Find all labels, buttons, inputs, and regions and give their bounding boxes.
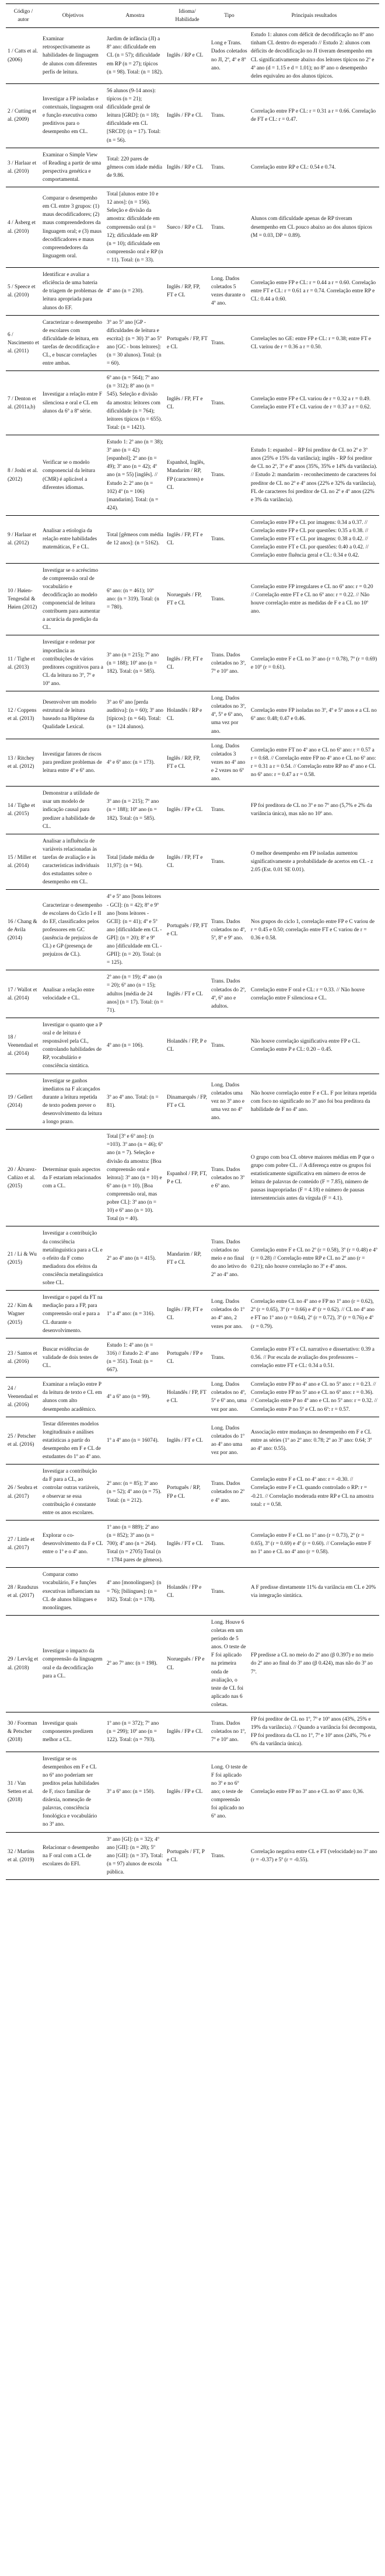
cell-sample: 1º a 4º ano: (n = 316). — [105, 1291, 165, 1338]
table-row — [6, 148, 379, 187]
cell-language-skill: Espanhol, Inglês, Mandarim / RP, FP (caracteres) e CL — [165, 435, 209, 516]
cell-main-results: Não houve correlação significativa entre FP e CL. Correlação entre P e CL: 0.20 – 0.45. — [249, 1018, 379, 1074]
cell-objective: Caracterizar o desempenho de escolares do Ciclo I e II do EF, classificados pelos professores em GC (ausência de prejuízos de CL) e GP (presença de prejuízos de CL). — [41, 890, 105, 970]
cell-language-skill: Português / FP e CL — [165, 1338, 209, 1377]
table-row — [6, 1520, 379, 1568]
cell-sample: Jardim de infância (JI) a 8º ano: dificuldade em CL (n = 57); dificuldade em RP (n = 27); típicos (n = 98). Total: (n = 182). — [105, 28, 165, 84]
cell-sample: Total [3º e 6º ano]: (n =103). 3º ano (n = 46); 6º ano (n = 7). Seleção e divisão da amostra: [Boa compreensão oral e leitora]: 3º ano (n = 10) e 6º ano (n = 10). [Boa compreensão oral, mas pobre CL]: 3º ano (n = 10) e 6º ano (n = 10). Total (n = 40). — [105, 1130, 165, 1226]
table-row — [6, 1464, 379, 1521]
cell-code-author: 9 / Harlaar et al. (2012) — [6, 516, 41, 564]
cell-objective: Analisar a etiologia da relação entre habilidades matemáticas, F e CL. — [41, 516, 105, 564]
cell-objective: Investigar fatores de riscos para predizer problemas de leitura entre 4º e 6º ano. — [41, 739, 105, 787]
cell-main-results: Correlação entre F e CL no 2º (r = 0.58), 3º (r = 0.48) e 4º (r = 0.28) // Correlação entre RP e CL no 2º ano (r = 0.21); não houve correlação no 3º e 4º anos. — [249, 1226, 379, 1291]
cell-study-type: Long e Trans. Dados coletados no JI, 2º, 4º e 8º ano. — [209, 28, 249, 84]
table-row — [6, 1752, 379, 1832]
cell-sample: Total [gêmeos com média de 12 anos]: (n = 5162). — [105, 516, 165, 564]
cell-main-results: Correlação entre FP no 3º ano e CL no 6º ano: 0,36. — [249, 1752, 379, 1832]
cell-code-author: 30 / Foorman & Petscher (2018) — [6, 1712, 41, 1752]
cell-code-author: 1 / Catts et al. (2006) — [6, 28, 41, 84]
cell-sample: 4º e 5º ano [bons leitores - GCI]: (n = 42); 8º e 9º ano [bons leitores - GCII]: (n = 41); 4º e 5º ano [dificuldade em CL - GPI]: (n = 20); 8º e 9º ano [dificuldade em CL - GPII]: (n = 20). Total: (n = 125). — [105, 890, 165, 970]
table-row — [6, 635, 379, 691]
table-row — [6, 83, 379, 148]
cell-code-author: 15 / Miller et al. (2014) — [6, 834, 41, 890]
cell-objective: Investigar a FP isoladas e contextuais, linguagem oral e função executiva como preditivos para o desempenho em CL. — [41, 83, 105, 148]
cell-language-skill: Inglês / FP e CL — [165, 1712, 209, 1752]
cell-study-type: Trans. Dados coletados no 3º, 7º e 10º ano. — [209, 635, 249, 691]
cell-main-results: Correlação entre FP e CL variou de r = 0.32 a r = 0.49. Correlação entre FT e CL variou de r = 0.37 a r = 0.62. — [249, 371, 379, 435]
header-sample: Amostra — [105, 4, 165, 28]
cell-main-results: Estudo 1: espanhol – RP foi preditor de CL no 2º e 3º anos (25% e 15% da variância); inglês - RP foi preditor de CL no 2º, 3º e 4º anos (35%, 35% e 14% da variância). // Estudo 2: mandarim - reconhecimento de caracteres foi preditor de CL no 2º e 4º anos (22% e 32% da variância), FL de caracteres foi preditor de CL no 2º e 4º anos (22% e 3% da variância). — [249, 435, 379, 516]
cell-objective: Investigar a contribuição da F para a CL, ao controlar outras variáveis, e observar se essa contribuição é constante entre os anos escolares. — [41, 1464, 105, 1521]
cell-language-skill: Dinamarquês / FP, FT e CL — [165, 1074, 209, 1130]
table-row — [6, 1568, 379, 1616]
cell-code-author: 5 / Speece et al. (2010) — [6, 268, 41, 316]
cell-objective: Investigar o quanto que a P oral e de leitura é responsável pela CL, controlando habilidades de RP, vocabulário e consciência sintática. — [41, 1018, 105, 1074]
cell-main-results: Correlação entre FP e CL: r = 0.31 a r = 0.66. Correlação de FT e CL: r = 0.47. — [249, 83, 379, 148]
cell-objective: Desenvolver um modelo estrutural de leitura baseado na Hipótese da Qualidade Lexical. — [41, 691, 105, 739]
cell-sample: 2º ao 7º ano: (n = 198). — [105, 1615, 165, 1712]
cell-objective: Buscar evidências de validade de dois testes de CL. — [41, 1338, 105, 1377]
cell-language-skill: Português / FP, FT e CL — [165, 315, 209, 371]
cell-sample: 4º ano (n = 106). — [105, 1018, 165, 1074]
cell-sample: Estudo 1: 2º ano (n = 38); 3º ano (n = 42) [espanhol]; 2º ano (n = 49); 3º ano (n = 42); 4º ano (n = 55) [inglês]. // Estudo 2: 2º ano (n = 102) 4º (n = 106) [mandarim]. Total: (n = 424). — [105, 435, 165, 516]
cell-objective: Investigar se os desempenhos em F e CL no 6º ano poderiam ser preditos pelas habilidades de F, risco familiar de dislexia, nomeação de palavras, consciência fonológica e vocabulário no 3º ano. — [41, 1752, 105, 1832]
cell-sample: 4º ano (n = 230). — [105, 268, 165, 316]
cell-language-skill: Mandarim / RP, FT e CL — [165, 1226, 209, 1291]
cell-code-author: 31 / Van Setten et al. (2018) — [6, 1752, 41, 1832]
cell-language-skill: Holandês / FP, P e CL — [165, 1018, 209, 1074]
cell-code-author: 11 / Tighe et al. (2013) — [6, 635, 41, 691]
cell-language-skill: Inglês / RP, FP, FT e CL — [165, 739, 209, 787]
cell-code-author: 24 / Veenendaal et al. (2016) — [6, 1378, 41, 1417]
cell-language-skill: Inglês / FP e CL — [165, 83, 209, 148]
table-row — [6, 1378, 379, 1417]
cell-study-type: Trans. — [209, 1520, 249, 1568]
cell-study-type: Trans. — [209, 563, 249, 635]
cell-sample: Total [alunos entre 10 e 12 anos]: (n = 156). Seleção e divisão da amostra: dificuldade em compreensão oral (n = 12); dificuldade em RP (n = 10); dificuldade em compreensão oral e RP (n = 11). Total: (n = 33). — [105, 187, 165, 268]
cell-objective: Investigar se o acréscimo de compreensão oral de vocabulário e decodificação ao modelo componencial de leitura contribuem para aumentar a acurácia da predição da CL. — [41, 563, 105, 635]
cell-objective: Explorar o co-desenvolvimento da F e CL entre o 1º e o 4º ano. — [41, 1520, 105, 1568]
cell-main-results: Correlação entre FP no 4º ano e CL no 5º ano: r = 0.23. // Correlação entre FP no 5º ano e CL no 6º ano: r = 0.36). // Correlação entre P no 4º ano e CL no 5º ano: r = 0.32. // Correlação entre P no 5º e CL no 6º: r = 0.57. — [249, 1378, 379, 1417]
cell-study-type: Trans. — [209, 435, 249, 516]
table-row — [6, 1338, 379, 1377]
cell-code-author: 26 / Seabra et al. (2017) — [6, 1464, 41, 1521]
cell-objective: Investigar se ganhos imediatos na F alcançados durante a leitura repetida de texto podem prever o desenvolvimento da leitura a longo prazo. — [41, 1074, 105, 1130]
cell-study-type: Long. Dados coletados 3 vezes no 4º ano e 2 vezes no 6º ano. — [209, 739, 249, 787]
cell-code-author: 25 / Petscher et al. (2016) — [6, 1417, 41, 1464]
cell-language-skill: Português / FP, FT e CL — [165, 890, 209, 970]
cell-study-type: Trans. Dados coletados do 2º, 4º, 6º ano e adultos. — [209, 970, 249, 1018]
cell-study-type: Trans. — [209, 148, 249, 187]
table-row — [6, 1018, 379, 1074]
cell-objective: Investigar quais componentes predizem melhor a CL. — [41, 1712, 105, 1752]
cell-objective: Investigar a relação entre F silenciosa e oral e CL em alunos da 6º a 8ª série. — [41, 371, 105, 435]
cell-study-type: Trans. — [209, 1018, 249, 1074]
table-row — [6, 1417, 379, 1464]
cell-main-results: Estudo 1: alunos com déficit de decodificação no 8º ano tinham CL dentro do esperado // Estudo 2: alunos com déficits de decodificação no JI tiveram desempenho em CL significativamente abaixo dos leitores típicos no 2º e 4º ano (d = 1.15 e d = 1.01); no 8º ano o desempenho deles equivaleu ao dos alunos típicos. — [249, 28, 379, 84]
cell-code-author: 2 / Cutting et al. (2009) — [6, 83, 41, 148]
cell-sample: 3º ano [GI]: (n = 32); 4º ano [GII]: (n = 28); 5º ano [GII]: (n = 37). Total: (n = 97) alunos de escola pública. — [105, 1832, 165, 1880]
cell-code-author: 29 / Lervåg et al. (2018) — [6, 1615, 41, 1712]
cell-objective: Comparar como vocabulário, F e funções executivas influenciam na CL de alunos bilíngues e monolíngues. — [41, 1568, 105, 1616]
cell-sample: 1º ano (n = 889); 2ª ano (n = 852); 3º ano (n = 700); 4º ano (n = 264). Total (n = 2705) Total (n = 1784 pares de gêmeos). — [105, 1520, 165, 1568]
cell-study-type: Trans. — [209, 187, 249, 268]
cell-study-type: Trans. — [209, 834, 249, 890]
cell-language-skill: Inglês / FP, FT e CL — [165, 834, 209, 890]
cell-main-results: O melhor desempenho em FP isoladas aumentou significativamente a probabilidade de acertos em CL - z 2.05 (Est. 0.01 SE 0.01). — [249, 834, 379, 890]
table-row — [6, 28, 379, 84]
cell-study-type: Long. Dados coletados uma vez no 3º ano e uma vez no 4º ano. — [209, 1074, 249, 1130]
cell-objective: Analisar a relação entre velocidade e CL. — [41, 970, 105, 1018]
cell-study-type: Trans. — [209, 516, 249, 564]
cell-language-skill: Português / FT, P e CL — [165, 1832, 209, 1880]
header-type: Tipo — [209, 4, 249, 28]
cell-code-author: 32 / Martins et al. (2019) — [6, 1832, 41, 1880]
table-row — [6, 1615, 379, 1712]
cell-main-results: Correlação entre RP e CL: 0.54 e 0.74. — [249, 148, 379, 187]
cell-sample: 3º ao 4º ano. Total: (n = 81). — [105, 1074, 165, 1130]
cell-study-type: Long. Dados coletados do 1º ao 4º ano, 2 vezes por ano. — [209, 1291, 249, 1338]
header-objectives: Objetivos — [41, 4, 105, 28]
cell-code-author: 10 / Høien-Tengesdal & Høien (2012) — [6, 563, 41, 635]
table-row — [6, 1832, 379, 1880]
cell-study-type: Trans. — [209, 787, 249, 834]
cell-sample: 6º ano: (n = 461); 10º ano: (n = 319). Total: (n = 780). — [105, 563, 165, 635]
cell-main-results: Correlação entre F e CL no 1º ano (r = 0.73), 2º (r = 0.65), 3º (r = 0.69) e 4º (r = 0.60). // Correlação entre F no 1º ano e CL no 4º ano (r = 0.58). — [249, 1520, 379, 1568]
cell-objective: Caracterizar o desempenho de escolares com dificuldade de leitura, em tarefas de decodificação e CL, e buscar correlações entre ambas. — [41, 315, 105, 371]
cell-code-author: 13 / Ritchey et al. (2012) — [6, 739, 41, 787]
cell-study-type: Trans. — [209, 1568, 249, 1616]
cell-study-type: Trans. — [209, 1338, 249, 1377]
table-row — [6, 787, 379, 834]
cell-main-results: A F predisse diretamente 11% da variância em CL e 20% via integração sintática. — [249, 1568, 379, 1616]
cell-main-results: Alunos com dificuldade apenas de RP tiveram desempenho em CL pouco abaixo ao dos alunos típicos (M = 0.03, DP = 0.89). — [249, 187, 379, 268]
cell-language-skill: Holandês / FP e CL — [165, 1568, 209, 1616]
cell-main-results: Correlação entre FP e CL: r = 0.44 a r = 0.60. Correlação entre FT e CL: r = 0.61 a r = 0.74. Correlação entre RP e CL: 0.44 a 0.60. — [249, 268, 379, 316]
cell-code-author: 17 / Wallot et al. (2014) — [6, 970, 41, 1018]
cell-sample: 3º ano (n = 215); 7º ano (n = 188); 10º ano (n = 182). Total: (n = 585). — [105, 635, 165, 691]
cell-sample: 1º ano (n = 372); 7º ano (n = 299); 10º ano (n = 122). Total: (n = 793). — [105, 1712, 165, 1752]
cell-main-results: FP predisse a CL no meio do 2º ano (β 0.397) e no meio do 2º ano ao final do 3º ano (β 0.424), mas não do 3º ao 7º. — [249, 1615, 379, 1712]
cell-main-results: Correlação entre FP isoladas no 3º, 4º e 5º anos e a CL no 6º ano: 0.48; 0.47 e 0.46. — [249, 691, 379, 739]
cell-code-author: 7 / Denton et al. (2011a,b) — [6, 371, 41, 435]
cell-sample: 6º ano (n = 564); 7º ano (n = 312); 8º ano (n = 545). Seleção e divisão da amostra: leitores com dificuldade (n = 764); leitores típicos (n = 655). Total: (n = 1421). — [105, 371, 165, 435]
cell-study-type: Long. Dados coletados no 4º, 5º e 6º ano, uma vez por ano. — [209, 1378, 249, 1417]
cell-sample: Total: 220 pares de gêmeos com idade média de 9.86. — [105, 148, 165, 187]
cell-objective: Investigar e ordenar por importância as contribuições de vários preditores cognitivos para a CL da leitura no 3º, 7º e 10º ano. — [41, 635, 105, 691]
cell-objective: Examinar o Simple View of Reading a partir de uma perspectiva genética e comportamental. — [41, 148, 105, 187]
cell-study-type: Trans. — [209, 83, 249, 148]
cell-sample: 3º ao 5º ano [GP - dificuldades de leitura e escrita]: (n = 30) 3º ao 5º ano [GC - bons leitores]: (n = 30 alunos). Total: (n = 60). — [105, 315, 165, 371]
cell-study-type: Trans. — [209, 371, 249, 435]
cell-language-skill: Inglês / FT e CL — [165, 1520, 209, 1568]
cell-code-author: 20 / Álvarez-Cañizo et al. (2015) — [6, 1130, 41, 1226]
cell-sample: 3º ano (n = 215); 7º ano (n = 188); 10º ano (n = 182). Total: (n = 585). — [105, 787, 165, 834]
cell-language-skill: Holandês / RP e CL — [165, 691, 209, 739]
table-header — [6, 4, 379, 28]
cell-code-author: 19 / Gellert (2014) — [6, 1074, 41, 1130]
cell-objective: Testar diferentes modelos longitudinais e análises estatísticas a partir do desempenho em F e CL de estudantes do 1º ao 4º ano. — [41, 1417, 105, 1464]
cell-main-results: Correlação entre F oral e CL: r = 0.33. // Não houve correlação entre F silenciosa e CL. — [249, 970, 379, 1018]
cell-sample: 4º ano [monolíngues]: (n = 76); [bilíngues]: (n = 102). Total: (n = 178). — [105, 1568, 165, 1616]
table-row — [6, 1130, 379, 1226]
literature-review-table — [6, 4, 379, 1880]
table-row — [6, 970, 379, 1018]
cell-main-results: FP foi preditor de CL no 1º, 7º e 10º anos (43%, 25% e 19% da variância). // Quando a variância foi decomposta, FP foi preditora da CL no 1º, 7º e 10º anos (24%, 7% e 6% da variância única). — [249, 1712, 379, 1752]
table-row — [6, 834, 379, 890]
cell-main-results: Nos grupos do ciclo 1, correlação entre FP e C variou de r = 0.45 e 0.50; correlação entre FT e C variou de r = 0.36 e 0.58. — [249, 890, 379, 970]
cell-sample: 3º ao 6º ano [perda auditiva]: (n = 60); 3º ano [típicos]: (n = 64). Total: (n = 124 alunos). — [105, 691, 165, 739]
cell-language-skill: Inglês / FP e CL — [165, 1752, 209, 1832]
cell-language-skill: Inglês / RP, FP, FT e CL — [165, 268, 209, 316]
cell-study-type: Long. Dados coletados do 1º ao 4º ano uma vez por ano. — [209, 1417, 249, 1464]
cell-sample: 3º a 6º ano: (n = 150). — [105, 1752, 165, 1832]
cell-sample: 4º a 6º ano (n = 99). — [105, 1378, 165, 1417]
table-row — [6, 563, 379, 635]
cell-objective: Analisar a influência de variáveis relacionadas às tarefas de avaliação e às características individuais dos estudantes sobre o desempenho em CL. — [41, 834, 105, 890]
cell-sample: 1º a 4º ano (n = 16074). — [105, 1417, 165, 1464]
cell-sample: 2º ao 4º ano (n = 415). — [105, 1226, 165, 1291]
cell-study-type: Trans. — [209, 1832, 249, 1880]
cell-language-skill: Inglês / FP, FT e CL — [165, 635, 209, 691]
table-row — [6, 1074, 379, 1130]
cell-language-skill: Norueguês / FP e CL — [165, 1615, 209, 1712]
cell-sample: Total [idade média de 11,97]: (n = 94). — [105, 834, 165, 890]
table-row — [6, 739, 379, 787]
cell-sample: Estudo 1: 4º ano (n = 316) // Estudo 2: 4º ano (n = 351). Total: (n = 667). — [105, 1338, 165, 1377]
cell-study-type: Trans. Dados coletados no 3º e 6º ano. — [209, 1130, 249, 1226]
cell-main-results: Correlações no GE: entre FP e CL: r = 0.38; entre FT e CL variou de r = 0.36 a r = 0.50. — [249, 315, 379, 371]
table-row — [6, 1712, 379, 1752]
cell-main-results: Correlação entre FT no 4º ano e CL no 6º ano: r = 0.57 a r = 0.68. // Correlação entre FP no 4º ano e CL no 6º ano: r = 0.31 a r = 0.54. // Correlação entre RP no 4º ano e CL no 6º ano: r = 0.47 a r = 0.58. — [249, 739, 379, 787]
cell-sample: 2º ano: (n = 85); 3º ano (n = 52); 4º ano (n = 75). Total: (n = 212). — [105, 1464, 165, 1521]
cell-objective: Investigar a contribuição da consciência metalinguística para a CL e o efeito da F como mediadora dos efeitos da consciência metalinguística sobre CL. — [41, 1226, 105, 1291]
cell-study-type: Trans. Dados coletados no 2º e 4º ano. — [209, 1464, 249, 1521]
cell-objective: Comparar o desempenho em CL entre 3 grupos: (1) maus decodificadores; (2) maus compreendedores da linguagem oral; e (3) maus decodificadores e maus compreendedores da linguagem oral. — [41, 187, 105, 268]
cell-language-skill: Inglês / RP e CL — [165, 28, 209, 84]
cell-code-author: 16 / Chang & de Avila (2014) — [6, 890, 41, 970]
cell-language-skill: Inglês / FP, FT e CL — [165, 371, 209, 435]
table-row — [6, 435, 379, 516]
cell-objective: Investigar o impacto da compreensão da linguagem oral e da decodificação para a CL. — [41, 1615, 105, 1712]
cell-sample: 4º e 6º ano: (n = 173). — [105, 739, 165, 787]
table-row — [6, 890, 379, 970]
cell-main-results: Correlação entre F e CL no 3º ano (r = 0.78), 7º (r = 0.69) e 10º (r = 0.61). — [249, 635, 379, 691]
cell-code-author: 23 / Santos et al. (2016) — [6, 1338, 41, 1377]
table-row — [6, 516, 379, 564]
cell-main-results: FP foi preditora de CL no 3º e no 7º ano (5,7% e 2% da variância única), mas não no 10º ano. — [249, 787, 379, 834]
table-row — [6, 371, 379, 435]
cell-main-results: Não houve correlação entre F e CL. F por leitura repetida com foco no significado no 3º ano foi boa preditora da habilidade de F no 4º ano. — [249, 1074, 379, 1130]
cell-study-type: Trans. — [209, 315, 249, 371]
cell-study-type: Trans. Dados coletados no 4º, 5º, 8º e 9º ano. — [209, 890, 249, 970]
cell-language-skill: Inglês / FP, FT e CL — [165, 516, 209, 564]
table-row — [6, 187, 379, 268]
cell-language-skill: Holandês / FP, FT e CL — [165, 1378, 209, 1417]
table-row — [6, 268, 379, 316]
cell-language-skill: Inglês / RP e CL — [165, 148, 209, 187]
cell-sample: 56 alunos (9-14 anos): típicos (n = 21); dificuldade geral de leitura [GRD]: (n = 18); dificuldade em CL [SRCD]: (n = 17). Total: (n = 56). — [105, 83, 165, 148]
header-code-author: Código / autor — [6, 4, 41, 28]
cell-main-results: Correlação entre F e CL no 4º ano: r = -0.30. // Correlação entre F e CL quando controlado o RP: r = -0.21. // Correlação moderada entre RP e CL na amostra total: r = 0.58. — [249, 1464, 379, 1521]
cell-sample: 2º ano (n = 19); 4º ano (n = 20); 6º ano (n = 15); adultos [média de 24 anos] (n = 17). Total: (n = 71). — [105, 970, 165, 1018]
cell-code-author: 18 / Veenendaal et al. (2014) — [6, 1018, 41, 1074]
table-row — [6, 1291, 379, 1338]
cell-main-results: O grupo com boa CL obteve maiores médias em P que o grupo com pobre CL. // A diferença entre os grupos foi estatisticamente significativa em número de erros de leitura de palavras de conteúdo (F = 7.85), número de pausas inapropriadas (F = 4.18) e número de pausas intersentenciais antes da vírgula (F = 4.1). — [249, 1130, 379, 1226]
cell-code-author: 3 / Harlaar et al. (2010) — [6, 148, 41, 187]
cell-code-author: 22 / Kim & Wagner (2015) — [6, 1291, 41, 1338]
cell-study-type: Long. Dados coletados 5 vezes durante o 4º ano. — [209, 268, 249, 316]
cell-language-skill: Inglês / FT e CL — [165, 1417, 209, 1464]
cell-code-author: 4 / Åsberg et al. (2010) — [6, 187, 41, 268]
cell-objective: Examinar retrospectivamente as habilidades de linguagem de alunos com diferentes perfis de leitura. — [41, 28, 105, 84]
cell-study-type: Long. Houve 6 coletas em um período de 5 anos. O teste de F foi aplicado na primeira onda de avaliação, o teste de CL foi aplicado nas 6 coletas. — [209, 1615, 249, 1712]
header-main-results: Principais resultados — [249, 4, 379, 28]
cell-main-results: Correlação entre FP e CL por imagens: 0.34 a 0.37. // Correlação entre FP e CL por questões: 0.35 a 0.38. // Correlação entre FT e CL por imagens: 0.38 a 0.42. // Correlação entre FT e CL por questões: 0.40 a 0.42. // Correlação entre fluência geral e CL: 0.34 e 0.42. — [249, 516, 379, 564]
cell-language-skill: Inglês / FT e CL — [165, 970, 209, 1018]
cell-language-skill: Espanhol / FP, FT, P e CL — [165, 1130, 209, 1226]
cell-code-author: 28 / Raudszus et al. (2017) — [6, 1568, 41, 1616]
cell-objective: Investigar o papel da FT na mediação para a FP, para compreensão oral e para a CL durante o desenvolvimento. — [41, 1291, 105, 1338]
table-row — [6, 1226, 379, 1291]
cell-objective: Examinar a relação entre P da leitura de texto e CL em alunos com alto desempenho acadêmico. — [41, 1378, 105, 1417]
cell-main-results: Correlação negativa entre CL e FT (velocidade) no 3º ano (r = -0.37) e 5º (r = -0.55). — [249, 1832, 379, 1880]
cell-language-skill: Norueguês / FP, FT e CL — [165, 563, 209, 635]
cell-code-author: 27 / Little et al. (2017) — [6, 1520, 41, 1568]
cell-main-results: Associação entre mudanças no desempenho em F e CL entre as séries (1º ao 2º ano: 0.78; 2º ao 3º ano: 0.64; 3º ao 4º ano: 0.55). — [249, 1417, 379, 1464]
cell-objective: Identificar e avaliar a eficiência de uma bateria de triagem de problemas de leitura apropriada para alunos do EF. — [41, 268, 105, 316]
cell-objective: Verificar se o modelo componencial da leitura (CMR) é aplicável a diferentes idiomas. — [41, 435, 105, 516]
cell-language-skill: Português / RP, FP e CL — [165, 1464, 209, 1521]
cell-objective: Demonstrar a utilidade de usar um modelo de indicação causal para predizer a habilidade de CL. — [41, 787, 105, 834]
table-body — [6, 28, 379, 1880]
cell-code-author: 8 / Joshi et al. (2012) — [6, 435, 41, 516]
cell-study-type: Long. O teste de F foi aplicado no 3º e no 6º ano; o teste de compreensão foi aplicado no 6º ano. — [209, 1752, 249, 1832]
cell-objective: Determinar quais aspectos da F estariam relacionados com a CL. — [41, 1130, 105, 1226]
cell-objective: Relacionar o desempenho na F oral com a CL de escolares do EFI. — [41, 1832, 105, 1880]
cell-language-skill: Inglês / FP e CL — [165, 787, 209, 834]
cell-code-author: 14 / Tighe et al. (2015) — [6, 787, 41, 834]
cell-main-results: Correlação entre FP irregulares e CL no 6º ano: r = 0.20 // Correlação entre FT e CL no 6º ano: r = 0.22. // Não houve correlação entre as medidas de F e a CL no 10º ano. — [249, 563, 379, 635]
cell-code-author: 21 / Li & Wu (2015) — [6, 1226, 41, 1291]
cell-study-type: Trans. Dados coletados no 1º, 7º e 10º ano. — [209, 1712, 249, 1752]
cell-study-type: Long. Dados coletados no 3º, 4º, 5º e 6º ano, uma vez por ano. — [209, 691, 249, 739]
cell-language-skill: Sueco / RP e CL — [165, 187, 209, 268]
cell-main-results: Correlação entre FT e CL narrativo e dissertativo: 0.39 a 0.56. // Por escala de avaliação dos professores – correlação entre FT e CL: 0.34 a 0.51. — [249, 1338, 379, 1377]
table-row — [6, 691, 379, 739]
cell-code-author: 12 / Coppens et al. (2013) — [6, 691, 41, 739]
header-language-skill: Idioma/ Habilidade — [165, 4, 209, 28]
cell-main-results: Correlação entre CL no 4º ano e FP no 1º ano (r = 0.62), 2º (r = 0.65), 3º (r = 0.66) e 4º (r = 0.62). // CL no 4º ano e FT no 1º ano (r = 0.64), 2º (r = 0.72), 3º (r = 0.76) e 4º (r = 0.79). — [249, 1291, 379, 1338]
cell-language-skill: Inglês / FP, FT e CL — [165, 1291, 209, 1338]
table-row — [6, 315, 379, 371]
cell-study-type: Trans. Dados coletados no meio e no final do ano letivo do 2º ao 4º ano. — [209, 1226, 249, 1291]
cell-code-author: 6 / Nascimento et al. (2011) — [6, 315, 41, 371]
